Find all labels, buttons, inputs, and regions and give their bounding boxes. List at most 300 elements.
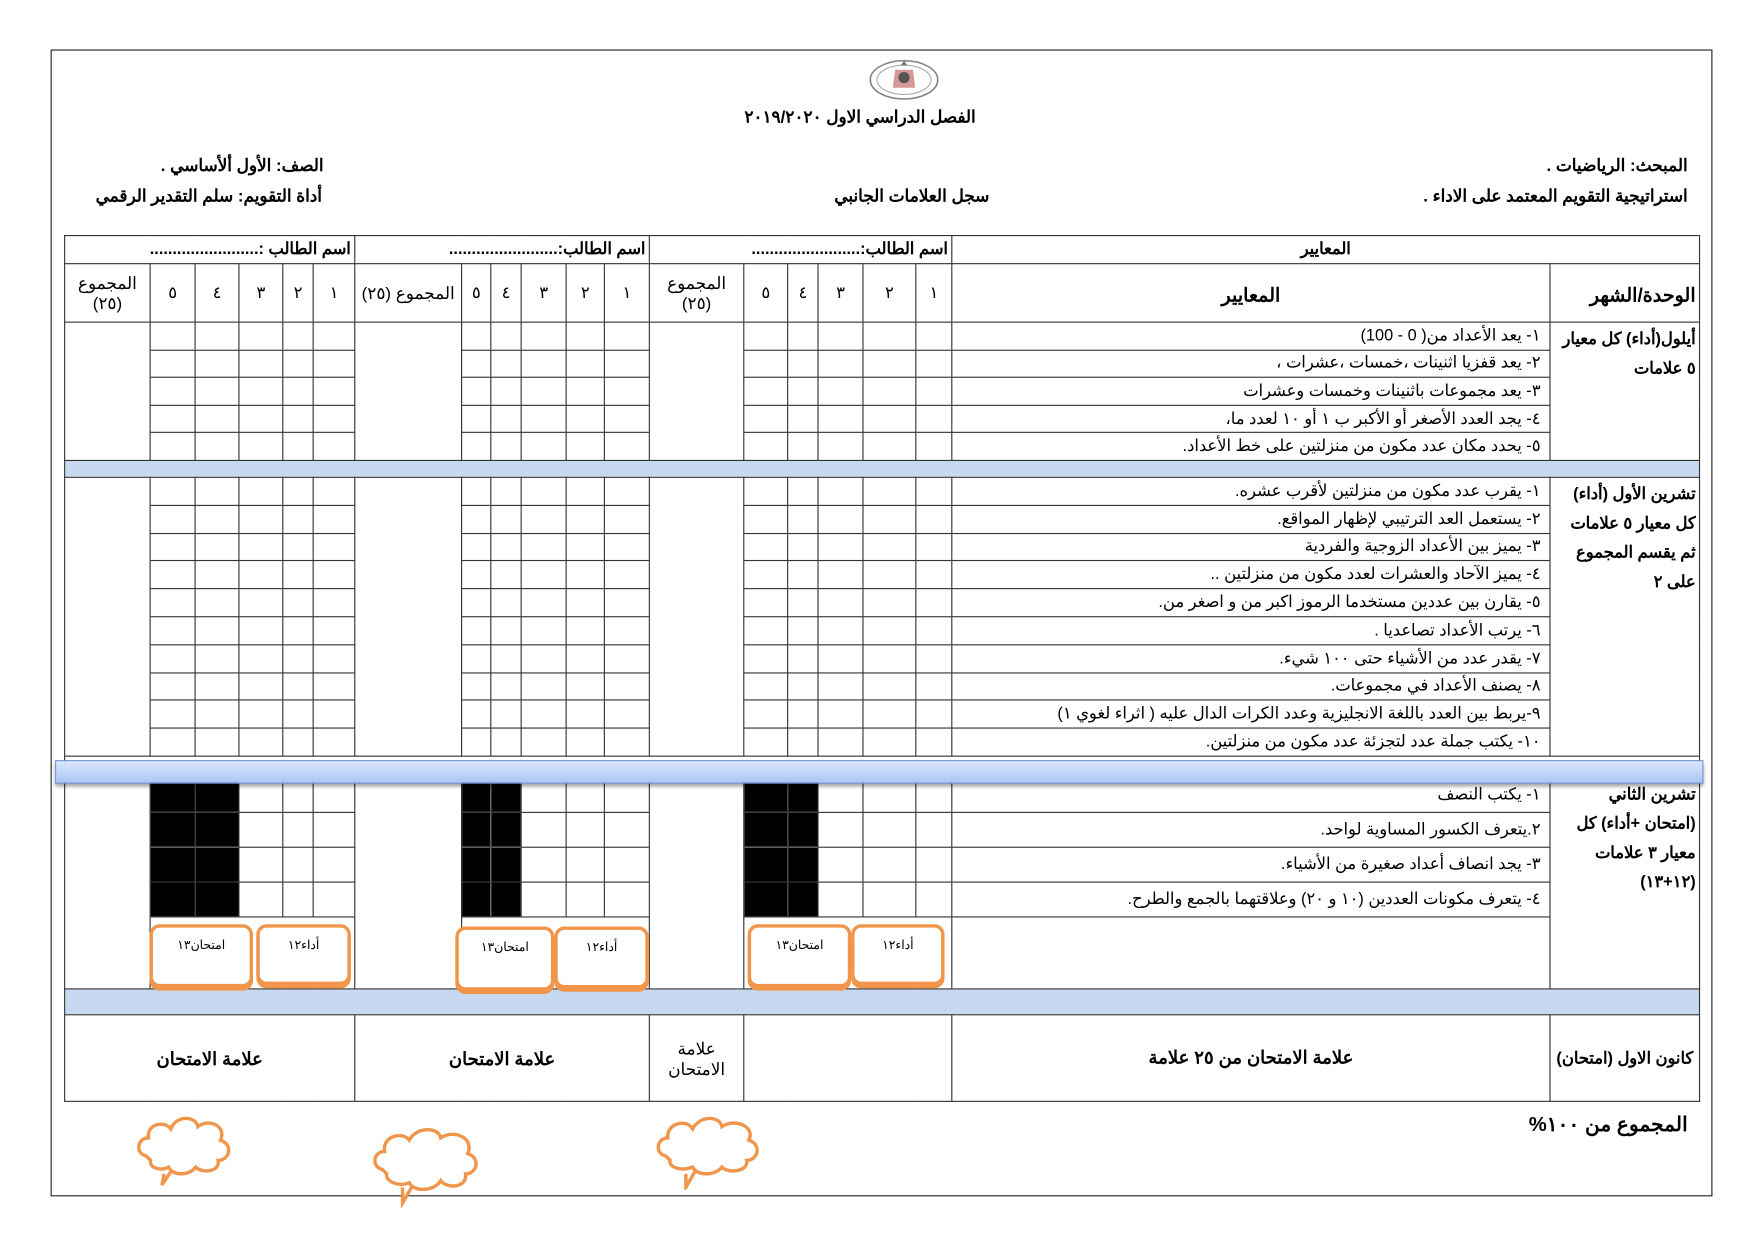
student-total-cell[interactable]	[355, 777, 462, 988]
unit-month-cell: تشرين الأول (أداء) كل معيار ٥ علامات ثم يقسم المجموع على ٢	[1550, 477, 1700, 756]
score-cell[interactable]	[818, 377, 863, 405]
score-cell[interactable]	[916, 350, 952, 378]
score-cell[interactable]	[863, 561, 916, 589]
score-cell[interactable]	[604, 377, 649, 405]
criterion-text: ١- يكتب النصف	[952, 777, 1550, 812]
score-cell[interactable]	[566, 377, 604, 405]
score-cell[interactable]	[462, 672, 491, 700]
score-cell[interactable]	[788, 405, 818, 433]
score-cell[interactable]	[283, 617, 313, 645]
score-cell[interactable]	[313, 405, 355, 433]
score-column-header: ١	[916, 264, 952, 322]
score-cell[interactable]	[521, 561, 566, 589]
criterion-row	[65, 405, 1700, 433]
score-cell[interactable]	[283, 561, 313, 589]
score-cell[interactable]	[521, 728, 566, 756]
criterion-row	[65, 812, 1700, 847]
score-cell[interactable]	[150, 672, 195, 700]
score-cell[interactable]	[744, 728, 788, 756]
score-cell[interactable]	[604, 433, 649, 461]
score-cell[interactable]	[604, 700, 649, 728]
score-cell[interactable]	[818, 645, 863, 673]
score-cell[interactable]	[491, 645, 521, 673]
score-cell[interactable]	[863, 377, 916, 405]
score-cell[interactable]	[818, 812, 863, 847]
score-cell[interactable]	[462, 617, 491, 645]
score-cell[interactable]	[744, 405, 788, 433]
score-cell[interactable]	[239, 812, 283, 847]
score-cell[interactable]	[283, 377, 313, 405]
score-cell[interactable]	[521, 672, 566, 700]
score-cell[interactable]	[916, 505, 952, 533]
score-cell[interactable]	[916, 433, 952, 461]
score-cell[interactable]	[150, 728, 195, 756]
score-cell[interactable]	[788, 728, 818, 756]
score-cell[interactable]	[818, 477, 863, 505]
score-cell[interactable]	[150, 561, 195, 589]
criterion-text: ٤- يميز الآحاد والعشرات لعدد مكون من منزلتين ..	[952, 561, 1550, 589]
score-cell[interactable]	[462, 561, 491, 589]
score-cell[interactable]	[566, 847, 604, 882]
score-cell[interactable]	[283, 700, 313, 728]
blocked-score-cell	[150, 882, 195, 917]
score-cell[interactable]	[462, 377, 491, 405]
score-cell[interactable]	[462, 505, 491, 533]
score-cell[interactable]	[313, 377, 355, 405]
score-cell[interactable]	[916, 377, 952, 405]
score-cell[interactable]	[916, 477, 952, 505]
score-cell[interactable]	[788, 561, 818, 589]
score-cell[interactable]	[462, 433, 491, 461]
score-cell[interactable]	[744, 589, 788, 617]
score-cell[interactable]	[195, 700, 239, 728]
score-cell[interactable]	[604, 882, 649, 917]
blocked-score-cell	[195, 812, 239, 847]
score-cell[interactable]	[818, 405, 863, 433]
score-cell[interactable]	[313, 728, 355, 756]
score-cell[interactable]	[521, 589, 566, 617]
unit-month-cell: تشرين الثاني (امتحان +أداء) كل معيار ٣ علامات (١٢+١٣)	[1550, 777, 1700, 988]
score-cell[interactable]	[521, 477, 566, 505]
score-cell[interactable]	[313, 672, 355, 700]
criterion-text: ٧- يقدر عدد من الأشياء حتى ١٠٠ شيء.	[952, 645, 1550, 673]
exam-mark-cell[interactable]	[744, 1015, 952, 1102]
score-cell[interactable]	[566, 728, 604, 756]
score-cell[interactable]	[491, 672, 521, 700]
score-cell[interactable]	[916, 645, 952, 673]
score-cell[interactable]	[150, 589, 195, 617]
score-cell[interactable]	[313, 700, 355, 728]
score-cell[interactable]	[283, 433, 313, 461]
score-cell[interactable]	[744, 617, 788, 645]
score-cell[interactable]	[462, 589, 491, 617]
score-column-header: ٥	[150, 264, 195, 322]
score-cell[interactable]	[150, 405, 195, 433]
score-cell[interactable]	[491, 589, 521, 617]
score-cell[interactable]	[604, 505, 649, 533]
score-cell[interactable]	[863, 477, 916, 505]
score-cell[interactable]	[744, 322, 788, 350]
score-cell[interactable]	[195, 589, 239, 617]
score-cell[interactable]	[462, 728, 491, 756]
score-cell[interactable]	[150, 533, 195, 561]
score-cell[interactable]	[744, 433, 788, 461]
score-cell[interactable]	[521, 405, 566, 433]
score-cell[interactable]	[818, 728, 863, 756]
score-cell[interactable]	[916, 700, 952, 728]
score-cell[interactable]	[863, 322, 916, 350]
score-cell[interactable]	[521, 617, 566, 645]
student-total-cell[interactable]	[649, 322, 743, 460]
score-cell[interactable]	[788, 477, 818, 505]
score-cell[interactable]	[150, 617, 195, 645]
score-cell[interactable]	[462, 645, 491, 673]
score-cell[interactable]	[566, 812, 604, 847]
score-cell[interactable]	[863, 405, 916, 433]
score-cell[interactable]	[283, 533, 313, 561]
score-cell[interactable]	[604, 847, 649, 882]
score-cell[interactable]	[239, 477, 283, 505]
score-cell[interactable]	[916, 672, 952, 700]
blocked-score-cell	[462, 847, 491, 882]
score-cell[interactable]	[566, 533, 604, 561]
student-total-cell[interactable]	[65, 477, 150, 756]
score-cell[interactable]	[313, 617, 355, 645]
score-cell[interactable]	[521, 847, 566, 882]
score-cell[interactable]	[283, 847, 313, 882]
score-cell[interactable]	[150, 377, 195, 405]
score-cell[interactable]	[916, 882, 952, 917]
criterion-row	[65, 377, 1700, 405]
score-cell[interactable]	[566, 322, 604, 350]
student-total-cell[interactable]	[649, 777, 743, 988]
score-cell[interactable]	[916, 589, 952, 617]
score-cell[interactable]	[566, 477, 604, 505]
score-cell[interactable]	[788, 533, 818, 561]
score-cell[interactable]	[239, 617, 283, 645]
score-cell[interactable]	[239, 645, 283, 673]
exam-out-of-25-label: علامة الامتحان من ٢٥ علامة	[952, 1015, 1550, 1102]
section-separator-bar	[55, 760, 1703, 784]
score-cell[interactable]	[313, 433, 355, 461]
score-cell[interactable]	[744, 700, 788, 728]
score-cell[interactable]	[818, 617, 863, 645]
score-cell[interactable]	[604, 561, 649, 589]
score-cell[interactable]	[313, 505, 355, 533]
score-cell[interactable]	[239, 405, 283, 433]
score-cell[interactable]	[604, 533, 649, 561]
score-cell[interactable]	[150, 433, 195, 461]
exam-mark-label[interactable]: علامة الامتحان	[355, 1015, 650, 1102]
score-cell[interactable]	[916, 322, 952, 350]
score-cell[interactable]	[283, 645, 313, 673]
criterion-text: ٢- يستعمل العد الترتيبي لإظهار المواقع.	[952, 505, 1550, 533]
score-cell[interactable]	[818, 322, 863, 350]
score-cell[interactable]	[462, 533, 491, 561]
score-cell[interactable]	[863, 700, 916, 728]
score-cell[interactable]	[150, 477, 195, 505]
score-cell[interactable]	[239, 322, 283, 350]
score-cell[interactable]	[744, 645, 788, 673]
score-cell[interactable]	[818, 505, 863, 533]
score-cell[interactable]	[916, 847, 952, 882]
score-cell[interactable]	[863, 617, 916, 645]
score-cell[interactable]	[521, 700, 566, 728]
score-cell[interactable]	[604, 812, 649, 847]
student-name-field[interactable]: اسم الطالب :........................	[65, 236, 355, 264]
criterion-row	[65, 322, 1700, 350]
score-cell[interactable]	[239, 700, 283, 728]
score-cell[interactable]	[788, 645, 818, 673]
score-cell[interactable]	[818, 700, 863, 728]
score-cell[interactable]	[313, 847, 355, 882]
score-cell[interactable]	[462, 405, 491, 433]
student-total-cell[interactable]	[355, 322, 462, 460]
score-cell[interactable]	[283, 322, 313, 350]
score-cell[interactable]	[818, 589, 863, 617]
score-cell[interactable]	[566, 882, 604, 917]
score-cell[interactable]	[150, 505, 195, 533]
score-cell[interactable]	[239, 728, 283, 756]
score-cell[interactable]	[313, 645, 355, 673]
score-cell[interactable]	[788, 350, 818, 378]
student-total-cell[interactable]	[65, 322, 150, 460]
score-cell[interactable]	[863, 505, 916, 533]
criterion-row	[65, 477, 1700, 505]
score-cell[interactable]	[239, 847, 283, 882]
score-cell[interactable]	[788, 672, 818, 700]
blocked-score-cell	[744, 812, 788, 847]
score-cell[interactable]	[195, 533, 239, 561]
score-cell[interactable]	[491, 533, 521, 561]
score-cell[interactable]	[491, 505, 521, 533]
score-cell[interactable]	[283, 405, 313, 433]
score-cell[interactable]	[150, 645, 195, 673]
score-cell[interactable]	[195, 645, 239, 673]
score-cell[interactable]	[818, 533, 863, 561]
score-cell[interactable]	[604, 728, 649, 756]
score-cell[interactable]	[313, 589, 355, 617]
score-cell[interactable]	[863, 847, 916, 882]
score-cell[interactable]	[604, 617, 649, 645]
score-cell[interactable]	[491, 617, 521, 645]
score-cell[interactable]	[566, 405, 604, 433]
score-cell[interactable]	[788, 700, 818, 728]
exam-mark-label[interactable]: علامة الامتحان	[65, 1015, 355, 1102]
score-cell[interactable]	[283, 589, 313, 617]
score-cell[interactable]	[313, 882, 355, 917]
score-cell[interactable]	[462, 700, 491, 728]
score-cell[interactable]	[283, 505, 313, 533]
score-cell[interactable]	[239, 505, 283, 533]
score-cell[interactable]	[863, 645, 916, 673]
score-cell[interactable]	[818, 882, 863, 917]
score-cell[interactable]	[744, 505, 788, 533]
score-cell[interactable]	[863, 533, 916, 561]
score-cell[interactable]	[566, 700, 604, 728]
score-cell[interactable]	[313, 350, 355, 378]
score-cell[interactable]	[604, 350, 649, 378]
score-cell[interactable]	[462, 350, 491, 378]
score-cell[interactable]	[491, 433, 521, 461]
score-cell[interactable]	[604, 645, 649, 673]
score-cell[interactable]	[916, 812, 952, 847]
score-cell[interactable]	[195, 477, 239, 505]
criterion-row	[65, 847, 1700, 882]
score-cell[interactable]	[462, 322, 491, 350]
score-cell[interactable]	[521, 882, 566, 917]
criterion-row	[65, 882, 1700, 917]
score-cell[interactable]	[863, 672, 916, 700]
score-cell[interactable]	[521, 812, 566, 847]
score-cell[interactable]	[195, 322, 239, 350]
score-cell[interactable]	[150, 322, 195, 350]
score-cell[interactable]	[788, 433, 818, 461]
score-cell[interactable]	[788, 617, 818, 645]
score-cell[interactable]	[566, 645, 604, 673]
jordan-emblem-seal-icon	[868, 58, 940, 101]
score-cell[interactable]	[566, 505, 604, 533]
strategy-label: استراتيجية التقويم المعتمد على الاداء .	[1423, 186, 1688, 206]
score-cell[interactable]	[491, 477, 521, 505]
unit-month-cell: كانون الاول (امتحان)	[1550, 1015, 1700, 1102]
score-cell[interactable]	[283, 812, 313, 847]
score-cell[interactable]	[239, 377, 283, 405]
score-cell[interactable]	[239, 561, 283, 589]
criterion-row	[65, 561, 1700, 589]
score-column-header: ٤	[195, 264, 239, 322]
score-cell[interactable]	[744, 561, 788, 589]
criterion-text: ٣- يميز بين الأعداد الزوجية والفردية	[952, 533, 1550, 561]
score-cell[interactable]	[604, 477, 649, 505]
score-cell[interactable]	[566, 672, 604, 700]
score-cell[interactable]	[566, 350, 604, 378]
score-cell[interactable]	[818, 433, 863, 461]
criterion-row	[65, 433, 1700, 461]
score-cell[interactable]	[521, 433, 566, 461]
semester-title: الفصل الدراسي الاول ٢٠١٩/٢٠٢٠	[744, 107, 976, 128]
score-cell[interactable]	[313, 812, 355, 847]
score-cell[interactable]	[313, 477, 355, 505]
score-cell[interactable]	[916, 533, 952, 561]
score-cell[interactable]	[863, 728, 916, 756]
score-cell[interactable]	[744, 477, 788, 505]
score-cell[interactable]	[283, 477, 313, 505]
score-cell[interactable]	[604, 589, 649, 617]
score-column-header: ٥	[462, 264, 491, 322]
score-cell[interactable]	[604, 672, 649, 700]
score-cell[interactable]	[521, 533, 566, 561]
score-cell[interactable]	[239, 882, 283, 917]
score-cell[interactable]	[195, 405, 239, 433]
score-cell[interactable]	[313, 322, 355, 350]
score-cell[interactable]	[788, 377, 818, 405]
score-cell[interactable]	[195, 561, 239, 589]
student-total-cell[interactable]	[649, 477, 743, 756]
score-cell[interactable]	[863, 350, 916, 378]
score-cell[interactable]	[491, 377, 521, 405]
score-cell[interactable]	[788, 322, 818, 350]
score-cell[interactable]	[521, 505, 566, 533]
student-name-field[interactable]: اسم الطالب:........................	[355, 236, 650, 264]
score-cell[interactable]	[521, 645, 566, 673]
score-cell[interactable]	[818, 561, 863, 589]
score-cell[interactable]	[462, 477, 491, 505]
score-cell[interactable]	[491, 405, 521, 433]
score-cell[interactable]	[863, 433, 916, 461]
student-name-field[interactable]: اسم الطالب:........................	[649, 236, 951, 264]
score-cell[interactable]	[818, 672, 863, 700]
score-cell[interactable]	[239, 350, 283, 378]
score-cell[interactable]	[744, 533, 788, 561]
total-column-header: المجموع (٢٥)	[355, 264, 462, 322]
score-cell[interactable]	[521, 377, 566, 405]
score-cell[interactable]	[283, 728, 313, 756]
score-cell[interactable]	[150, 350, 195, 378]
score-cell[interactable]	[283, 672, 313, 700]
score-cell[interactable]	[916, 405, 952, 433]
score-cell[interactable]	[491, 728, 521, 756]
score-cell[interactable]	[150, 700, 195, 728]
score-cell[interactable]	[521, 350, 566, 378]
score-cell[interactable]	[195, 728, 239, 756]
score-cell[interactable]	[566, 617, 604, 645]
score-cell[interactable]	[744, 377, 788, 405]
score-cell[interactable]	[491, 322, 521, 350]
score-cell[interactable]	[491, 700, 521, 728]
student-total-cell[interactable]	[355, 477, 462, 756]
score-cell[interactable]	[863, 882, 916, 917]
score-cell[interactable]	[313, 561, 355, 589]
score-cell[interactable]	[283, 350, 313, 378]
score-column-header: ٣	[239, 264, 283, 322]
score-cell[interactable]	[283, 882, 313, 917]
score-cell[interactable]	[744, 350, 788, 378]
score-cell[interactable]	[566, 433, 604, 461]
score-cell[interactable]	[195, 505, 239, 533]
score-cell[interactable]	[195, 350, 239, 378]
score-cell[interactable]	[604, 405, 649, 433]
score-cell[interactable]	[491, 350, 521, 378]
score-cell[interactable]	[916, 617, 952, 645]
score-cell[interactable]	[863, 589, 916, 617]
score-cell[interactable]	[818, 350, 863, 378]
score-cell[interactable]	[195, 433, 239, 461]
score-cell[interactable]	[863, 812, 916, 847]
score-cell[interactable]	[604, 322, 649, 350]
score-cell[interactable]	[239, 672, 283, 700]
score-cell[interactable]	[195, 672, 239, 700]
score-cell[interactable]	[818, 847, 863, 882]
score-cell[interactable]	[566, 589, 604, 617]
score-cell[interactable]	[521, 322, 566, 350]
score-cell[interactable]	[788, 505, 818, 533]
score-cell[interactable]	[566, 561, 604, 589]
score-cell[interactable]	[239, 533, 283, 561]
score-cell[interactable]	[239, 589, 283, 617]
score-cell[interactable]	[744, 672, 788, 700]
score-cell[interactable]	[239, 433, 283, 461]
score-cell[interactable]	[916, 728, 952, 756]
score-cell[interactable]	[916, 561, 952, 589]
score-cell[interactable]	[313, 533, 355, 561]
blocked-score-cell	[788, 847, 818, 882]
score-cell[interactable]	[788, 589, 818, 617]
student-total-cell[interactable]	[65, 777, 150, 988]
score-cell[interactable]	[195, 617, 239, 645]
score-cell[interactable]	[195, 377, 239, 405]
score-cell[interactable]	[491, 561, 521, 589]
